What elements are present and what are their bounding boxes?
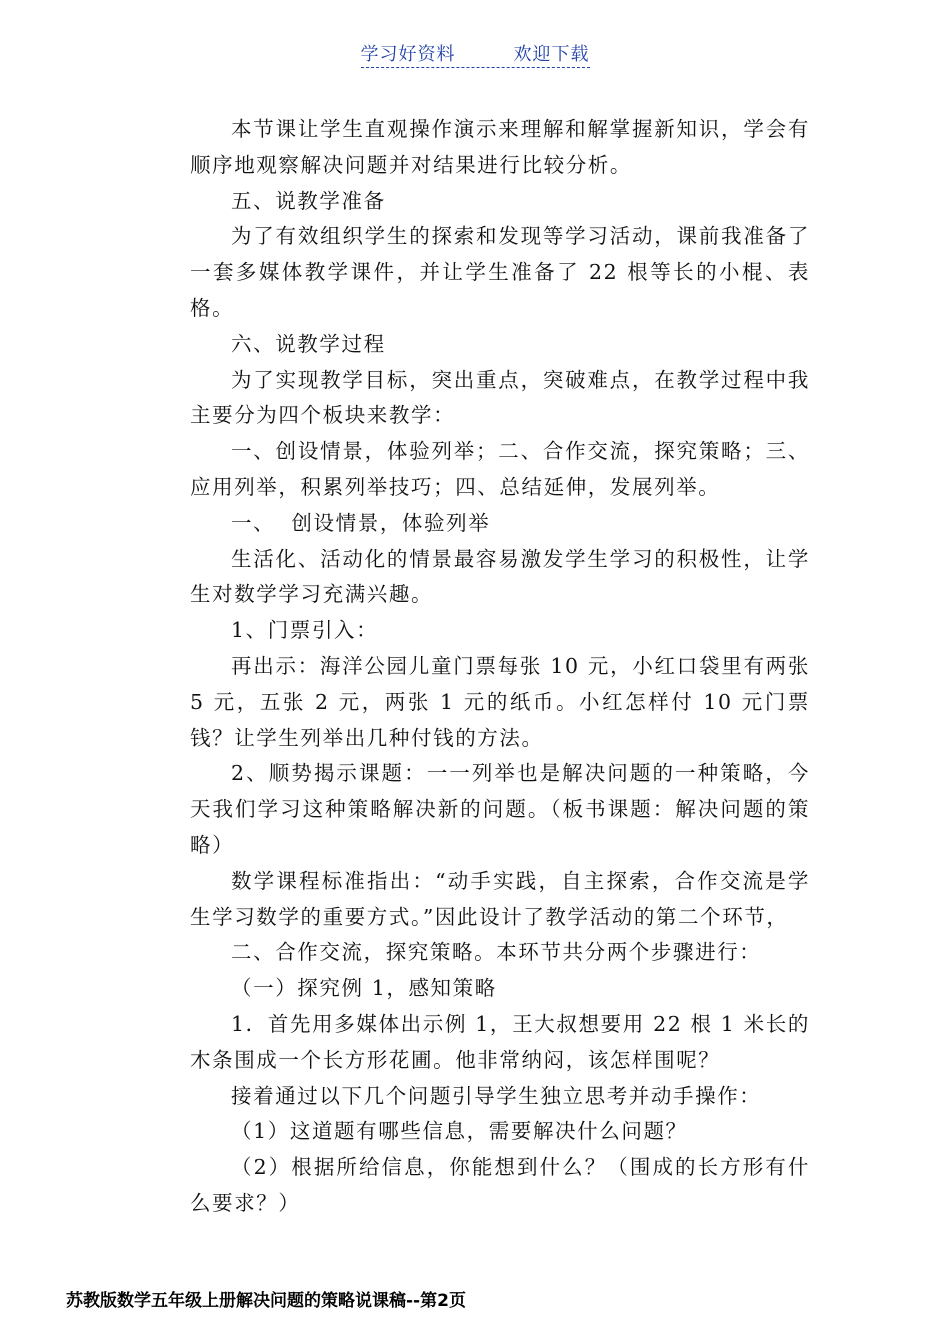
paragraph: 本节课让学生直观操作演示来理解和解掌握新知识，学会有顺序地观察解决问题并对结果进行比较分析。	[190, 117, 810, 177]
section-heading: 五、说教学准备	[231, 188, 386, 213]
paragraph: 一、创设情景，体验列举；二、合作交流，探究策略；三、应用列举，积累列举技巧；四、总结延伸，发展列举。	[190, 439, 810, 499]
paragraph: 生活化、活动化的情景最容易激发学生学习的积极性，让学生对数学学习充满兴趣。	[190, 546, 810, 607]
paragraph: 再出示：海洋公园儿童门票每张 10 元，小红口袋里有两张 5 元，五张 2 元，两张 1 元的纸币。小红怎样付 10 元门票钱？让学生列举出几种付钱的方法。	[190, 653, 810, 750]
paragraph: 接着通过以下几个问题引导学生独立思考并动手操作：	[231, 1083, 762, 1108]
paragraph: 为了有效组织学生的探索和发现等学习活动，课前我准备了一套多媒体教学课件，并让学生准备了 22 根等长的小棍、表格。	[190, 224, 810, 320]
paragraph: 数学课程标准指出：“动手实践，自主探索，合作交流是学生学习数学的重要方式。”因此设计了教学活动的第二个环节，	[190, 868, 810, 929]
paragraph: 1．首先用多媒体出示例 1，王大叔想要用 22 根 1 米长的木条围成一个长方形花圃。他非常纳闷，该怎样围呢？	[190, 1011, 810, 1072]
paragraph: 1、门票引入：	[231, 618, 379, 643]
header-right-text: 欢迎下载	[513, 44, 590, 65]
page-header	[0, 40, 950, 68]
header-left-text: 学习好资料	[360, 44, 456, 65]
document-body	[190, 112, 810, 1222]
paragraph: （2）根据所给信息，你能想到什么？（围成的长方形有什么要求？）	[190, 1155, 810, 1215]
paragraph: （1）这道题有哪些信息，需要解决什么问题？	[231, 1119, 688, 1144]
paragraph: 为了实现教学目标，突出重点，突破难点，在教学过程中我主要分为四个板块来教学：	[190, 367, 810, 428]
header-banner	[361, 40, 590, 68]
section-heading: 一、 创设情景，体验列举	[231, 510, 491, 535]
paragraph: （一）探究例 1，感知策略	[231, 976, 497, 1001]
paragraph: 2、顺势揭示课题：一一列举也是解决问题的一种策略，今天我们学习这种策略解决新的问题。（板书课题：解决问题的策略）	[190, 761, 810, 857]
page-footer: 苏教版数学五年级上册解决问题的策略说课稿--第2页	[66, 1291, 466, 1311]
paragraph: 二、合作交流，探究策略。本环节共分两个步骤进行：	[231, 940, 762, 965]
section-heading: 六、说教学过程	[231, 331, 386, 356]
